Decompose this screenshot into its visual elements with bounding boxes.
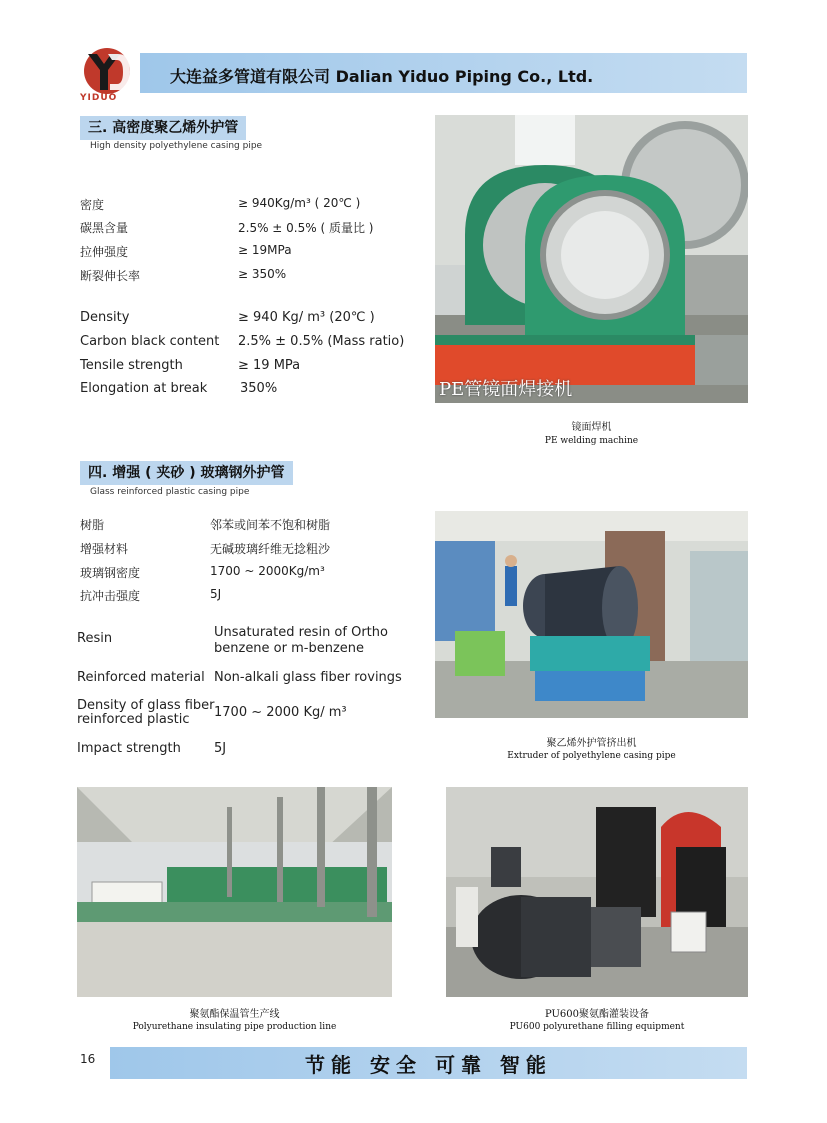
- section3-subtitle: High density polyethylene casing pipe: [90, 141, 263, 151]
- section3-title: 三. 高密度聚乙烯外护管: [80, 116, 246, 140]
- welding-caption-en: PE welding machine: [544, 436, 639, 446]
- spec-value: 2.5% ± 0.5% (Mass ratio): [238, 334, 405, 349]
- spec-value: 1700 ~ 2000Kg/m³: [210, 564, 325, 578]
- spec-label: 密度: [80, 198, 105, 212]
- section4-title: 四. 增强 ( 夹砂 ) 玻璃钢外护管: [80, 461, 293, 485]
- spec-value: Non-alkali glass fiber rovings: [214, 670, 402, 685]
- extruder-caption-cn: 聚乙烯外护管挤出机: [546, 738, 637, 749]
- spec-value: 350%: [240, 381, 278, 396]
- spec-label: Tensile strength: [80, 358, 183, 373]
- production-line-caption-en: Polyurethane insulating pipe production line: [132, 1022, 337, 1032]
- filling-equipment-caption-en: PU600 polyurethane filling equipment: [509, 1022, 685, 1032]
- spec-value: Unsaturated resin of Ortho: [214, 625, 388, 640]
- spec-label: 碳黑含量: [80, 221, 129, 235]
- spec-label: Impact strength: [77, 741, 181, 756]
- filling-equipment-photo: [446, 787, 748, 997]
- spec-value: 无碱玻璃纤维无捻粗沙: [210, 542, 331, 556]
- extruder-photo: [435, 511, 748, 718]
- filling-equipment-caption-cn: PU600聚氨酯灌装设备: [544, 1009, 650, 1020]
- logo-text: YIDUO: [80, 93, 118, 103]
- spec-label: Carbon black content: [80, 334, 220, 349]
- spec-value: 5J: [214, 741, 227, 756]
- spec-label: Elongation at break: [80, 381, 208, 396]
- extruder-caption-en: Extruder of polyethylene casing pipe: [507, 751, 676, 761]
- spec-label: Reinforced material: [77, 670, 205, 685]
- spec-value: ≥ 940Kg/m³ ( 20℃ ): [238, 196, 361, 210]
- spec-label: Density: [80, 310, 130, 325]
- photo-overlay-text: PE管镜面焊接机: [439, 379, 573, 400]
- page-number: 16: [80, 1052, 96, 1066]
- production-line-caption-cn: 聚氨酯保温管生产线: [189, 1009, 280, 1020]
- section4-subtitle: Glass reinforced plastic casing pipe: [90, 487, 250, 497]
- spec-label: Resin: [77, 631, 113, 646]
- spec-value: 邻苯或间苯不饱和树脂: [210, 518, 331, 532]
- spec-value-line2: benzene or m-benzene: [214, 641, 365, 656]
- welding-caption-cn: 镜面焊机: [571, 422, 612, 433]
- spec-value: 5J: [210, 587, 222, 601]
- spec-value: ≥ 19 MPa: [238, 358, 301, 373]
- spec-label: 拉伸强度: [80, 245, 129, 259]
- footer-slogan: 节能 安全 可靠 智能: [305, 1053, 552, 1077]
- spec-label: 增强材料: [80, 542, 129, 556]
- welding-machine-photo: [435, 115, 748, 403]
- spec-value: 2.5% ± 0.5% ( 质量比 ): [238, 221, 374, 235]
- spec-label-line2: reinforced plastic: [77, 712, 190, 727]
- spec-label: 抗冲击强度: [80, 589, 141, 603]
- spec-value: ≥ 940 Kg/ m³ (20℃ ): [238, 310, 375, 325]
- spec-value: ≥ 19MPa: [238, 243, 292, 257]
- spec-label: 断裂伸长率: [80, 269, 141, 283]
- production-line-photo: [77, 787, 392, 997]
- spec-label: 玻璃钢密度: [80, 566, 141, 580]
- spec-label: 树脂: [80, 518, 105, 532]
- spec-value: ≥ 350%: [238, 267, 287, 281]
- spec-value: 1700 ~ 2000 Kg/ m³: [214, 705, 347, 720]
- company-title: 大连益多管道有限公司 Dalian Yiduo Piping Co., Ltd.: [170, 67, 594, 86]
- spec-label: Density of glass fiber: [77, 698, 215, 713]
